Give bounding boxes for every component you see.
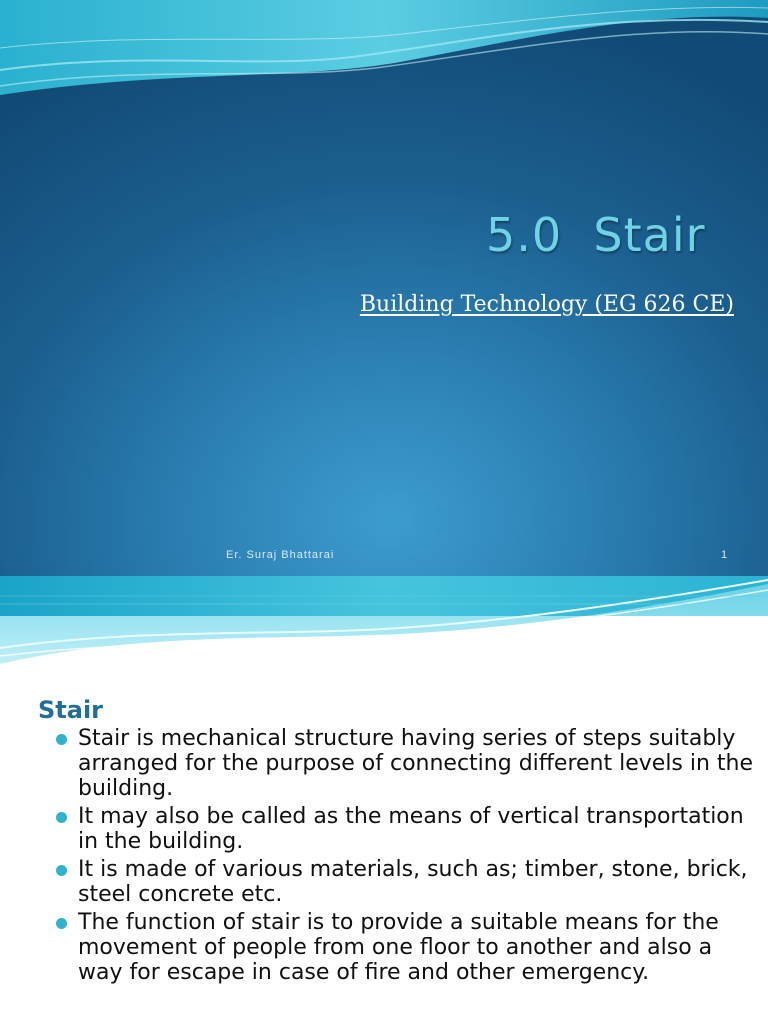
wave-decoration-header	[0, 576, 768, 676]
content-slide	[0, 576, 768, 1024]
bullet-text: Stair is mechanical structure having series of steps suitably arranged for the purpose of connecting different levels in the building.	[78, 726, 754, 801]
wave-decoration-top	[0, 0, 768, 120]
bullet-text: It is made of various materials, such as; timber, stone, brick, steel concrete etc.	[78, 857, 748, 907]
bullet-icon	[56, 918, 67, 929]
footer-author: Er. Suraj Bhattarai	[226, 549, 335, 561]
page-number: 1	[721, 549, 728, 561]
bullet-text: It may also be called as the means of vertical transportation in the building.	[78, 804, 744, 854]
bullet-list	[56, 726, 756, 988]
list-item	[56, 726, 756, 801]
bullet-icon	[56, 865, 67, 876]
slide-title: 5.0 Stair	[486, 208, 706, 262]
bullet-text: The function of stair is to provide a suitable means for the movement of people from one floor to another and also a way for escape in case of fire and other emergency.	[78, 910, 719, 985]
list-item	[56, 804, 756, 854]
slide-subtitle: Building Technology (EG 626 CE)	[359, 292, 734, 317]
slide-heading: Stair	[38, 696, 104, 724]
list-item	[56, 857, 756, 907]
bullet-icon	[56, 812, 67, 823]
bullet-icon	[56, 734, 67, 745]
list-item	[56, 910, 756, 985]
